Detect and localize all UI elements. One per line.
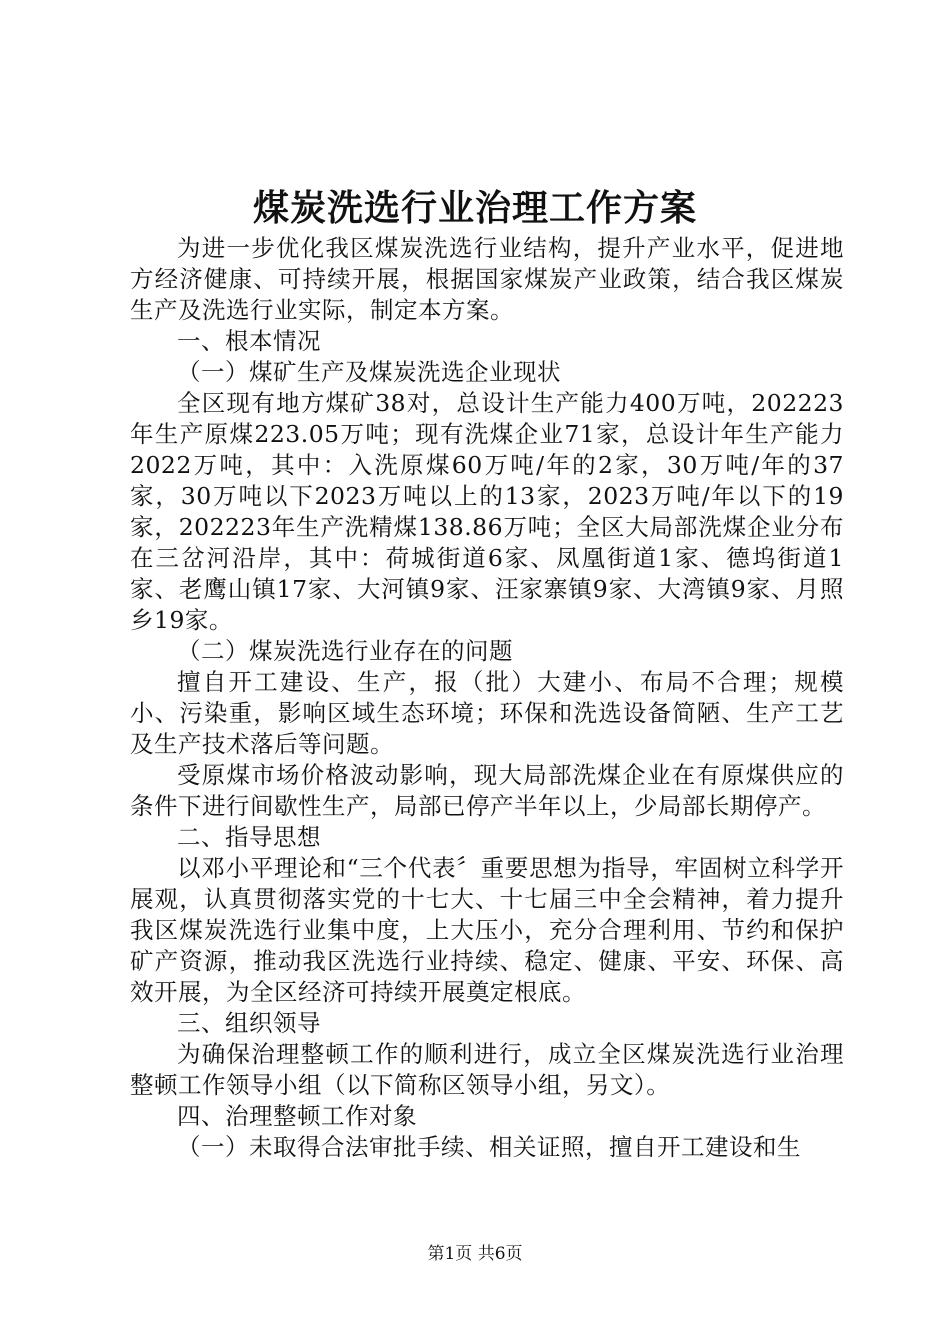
page-number: 第1页 共6页 (427, 1244, 523, 1264)
section-heading-3: 三、组织领导 (177, 1009, 321, 1037)
paragraph-targets: （一）未取得合法审批手续、相关证照，擅自开工建设和生 (177, 1133, 801, 1161)
section-heading-2: 二、指导思想 (177, 823, 321, 851)
section-heading-4: 四、治理整顿工作对象 (177, 1102, 417, 1130)
subsection-heading-1-1: （一）煤矿生产及煤炭洗选企业现状 (177, 358, 561, 386)
paragraph-guidance: 以邓小平理论和“三个代表〞重要思想为指导，牢固树立科学开展观，认真贯彻落实党的十七大、十七届三中全会精神，着力提升我区煤炭洗选行业集中度，上大压小，充分合理利用、节约和保护矿产资源，推动我区洗选行业持续、稳定、健康、平安、环保、高效开展，为全区经济可持续开展奠定根底。 (130, 854, 844, 1006)
paragraph-status: 全区现有地方煤矿38对，总设计生产能力400万吨，202223年生产原煤223.05万吨；现有洗煤企业71家，总设计年生产能力2022万吨，其中：入洗原煤60万吨/年的2家，30万吨/年的37家，30万吨以下2023万吨以上的13家，2023万吨/年以下的19家，202223年生产洗精煤138.86万吨；全区大局部洗煤企业分布在三岔河沿岸，其中：荷城街道6家、凤凰街道1家、德坞街道1家、老鹰山镇17家、大河镇9家、汪家寨镇9家、大湾镇9家、月照乡19家。 (130, 389, 844, 634)
section-heading-1: 一、根本情况 (177, 327, 321, 355)
paragraph-intro: 为进一步优化我区煤炭洗选行业结构，提升产业水平，促进地方经济健康、可持续开展，根据国家煤炭产业政策，结合我区煤炭生产及洗选行业实际，制定本方案。 (130, 234, 844, 324)
document-title: 煤炭洗选行业治理工作方案 (252, 187, 697, 229)
document-body (130, 233, 844, 1163)
subsection-heading-1-2: （二）煤炭洗选行业存在的问题 (177, 637, 513, 665)
paragraph-market: 受原煤市场价格波动影响，现大局部洗煤企业在有原煤供应的条件下进行间歇性生产，局部已停产半年以上，少局部长期停产。 (130, 761, 844, 820)
paragraph-leadership: 为确保治理整顿工作的顺利进行，成立全区煤炭洗选行业治理整顿工作领导小组（以下简称区领导小组，另文）。 (130, 1040, 844, 1099)
paragraph-problems: 擅自开工建设、生产，报（批）大建小、布局不合理；规模小、污染重，影响区域生态环境；环保和洗选设备简陋、生产工艺及生产技术落后等问题。 (130, 668, 844, 758)
